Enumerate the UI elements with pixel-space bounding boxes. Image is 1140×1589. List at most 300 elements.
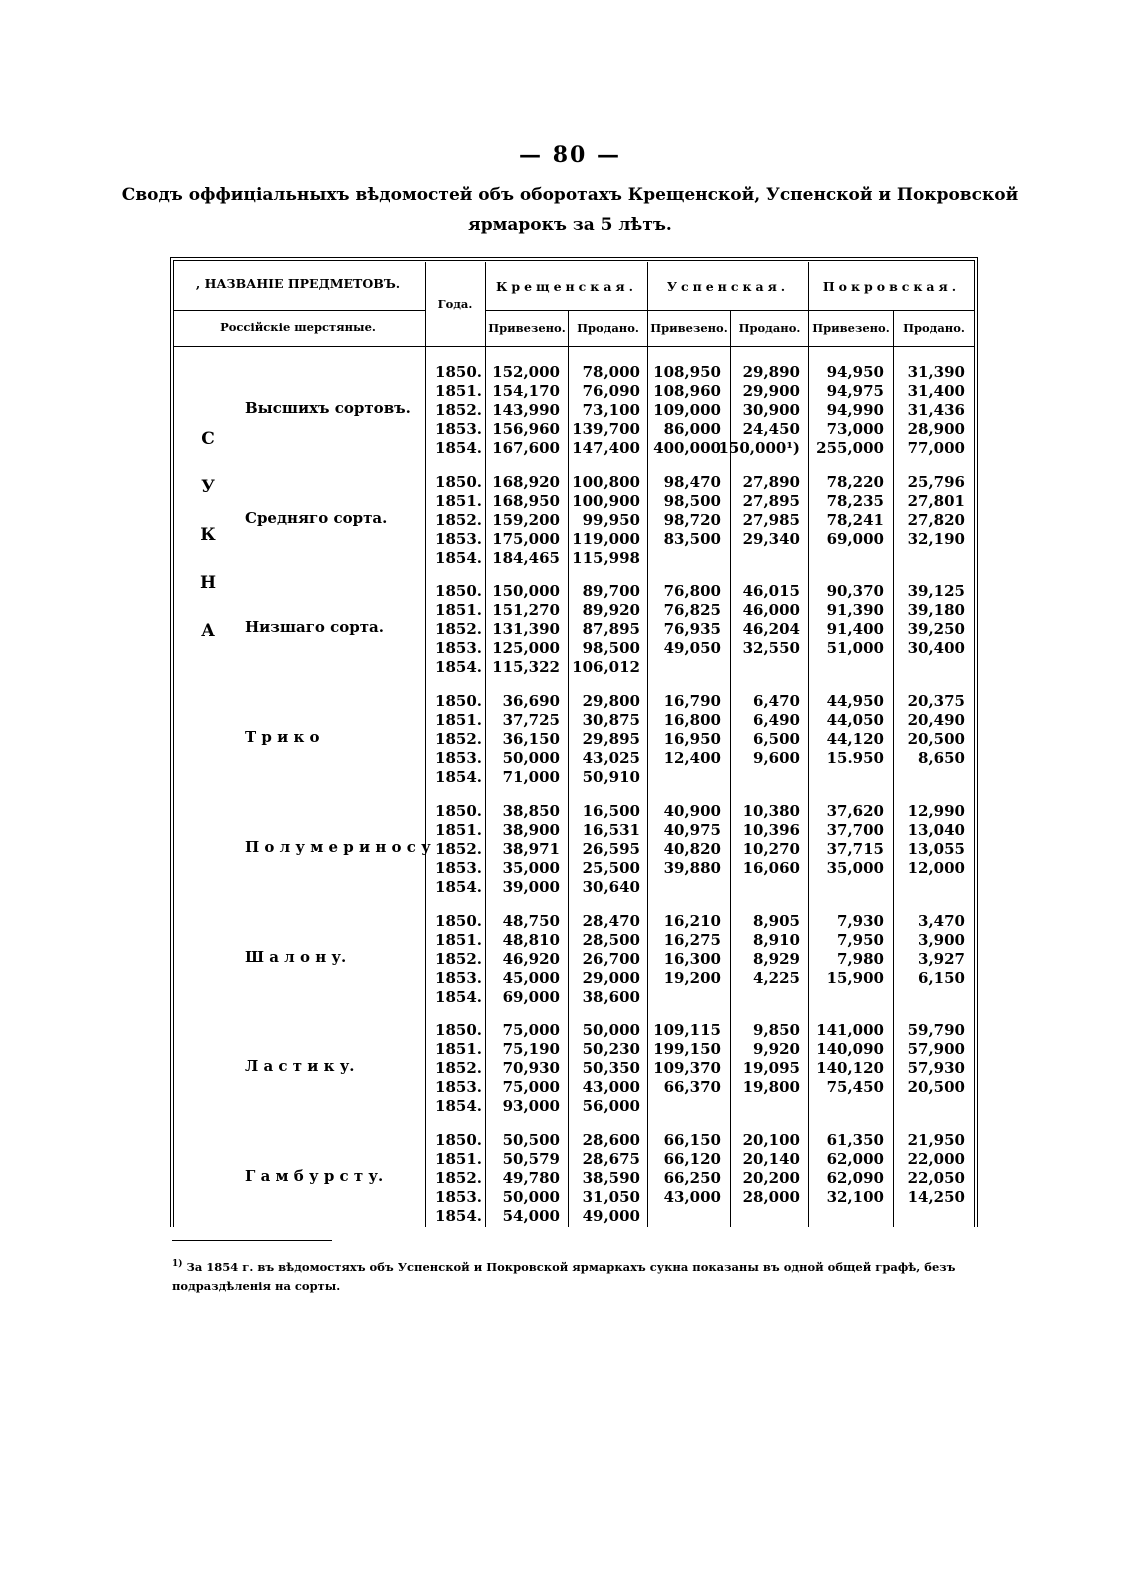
table-column-p_br (794, 1021, 884, 1097)
table-cell: 30,640 (582, 877, 640, 896)
header-brought: Привезено. (650, 321, 728, 335)
table-cell: 76,090 (582, 382, 640, 400)
table-column-years (392, 912, 482, 1007)
table-cell: 38,900 (502, 820, 560, 839)
table-cell: 75,000 (502, 1021, 560, 1040)
table-cell: 40,900 (663, 801, 721, 820)
group-label-letter: А (201, 621, 215, 641)
category-name: Т р и к о (245, 728, 320, 747)
table-column-p_sold (875, 473, 965, 549)
table-cell: 43,000 (663, 1187, 721, 1206)
table-cell: 1851. (435, 1149, 482, 1168)
table-cell: 1850. (435, 1130, 482, 1149)
table-column-k_br (470, 912, 560, 1007)
table-column-u_br (631, 1131, 721, 1207)
table-cell: 50,000 (502, 1187, 560, 1206)
table-cell: 49,780 (502, 1168, 560, 1187)
table-cell: 7,950 (837, 930, 884, 949)
table-cell: 37,700 (826, 820, 884, 839)
table-cell: 66,250 (663, 1168, 721, 1187)
table-cell: 69,000 (826, 529, 884, 548)
table-cell: 77,000 (907, 439, 965, 457)
header-fair-uspenskaya: Успенская. (666, 279, 790, 294)
table-cell: 32,190 (907, 529, 965, 548)
table-column-u_br (631, 363, 721, 458)
table-cell: 1851. (435, 491, 482, 510)
table-cell: 39,250 (907, 620, 965, 639)
table-cell: 94,975 (826, 382, 884, 400)
table-cell: 1851. (435, 1040, 482, 1059)
table-cell: 75,190 (502, 1040, 560, 1059)
header-sold: Продано. (738, 321, 801, 335)
table-cell: 1853. (435, 749, 482, 768)
header-sold: Продано. (577, 321, 639, 335)
table-cell: 46,920 (502, 949, 560, 968)
table-cell: 39,000 (502, 877, 560, 896)
table-column-years (392, 582, 482, 677)
table-cell: 16,950 (663, 730, 721, 749)
table-cell: 150,000 (492, 582, 560, 601)
table-cell: 1852. (435, 730, 482, 749)
table-cell: 30,875 (582, 711, 640, 730)
table-cell: 167,600 (492, 439, 560, 457)
table-cell: 48,810 (502, 930, 560, 949)
table-cell: 31,436 (907, 401, 965, 419)
row-divider (485, 310, 974, 311)
table-cell: 28,900 (907, 420, 965, 438)
group-label-letter: У (201, 477, 215, 497)
category-name: Г а м б у р с т у. (245, 1166, 384, 1185)
table-cell: 98,720 (663, 510, 721, 529)
table-cell: 30,400 (907, 639, 965, 658)
table-cell: 50,500 (502, 1130, 560, 1149)
table-cell: 13,055 (907, 839, 965, 858)
table-cell: 1852. (435, 949, 482, 968)
table-cell: 78,220 (826, 472, 884, 491)
table-column-k_br (470, 802, 560, 897)
table-cell: 73,000 (826, 420, 884, 438)
table-cell: 62,000 (826, 1149, 884, 1168)
table-cell: 184,465 (492, 548, 560, 567)
table-cell: 76,800 (663, 582, 721, 601)
table-cell: 1850. (435, 582, 482, 601)
table-cell: 25,796 (907, 472, 965, 491)
table-cell: 1854. (435, 987, 482, 1006)
table-cell: 20,140 (742, 1149, 800, 1168)
table-cell: 1854. (435, 548, 482, 567)
table-cell: 24,450 (742, 420, 800, 438)
table-cell: 13,040 (907, 820, 965, 839)
table-cell: 27,801 (907, 491, 965, 510)
table-cell: 56,000 (582, 1097, 640, 1116)
table-cell: 50,230 (582, 1040, 640, 1059)
table-cell: 66,150 (663, 1130, 721, 1149)
category-name: Ш а л о н у. (245, 947, 347, 966)
table-cell: 7,930 (837, 911, 884, 930)
table-cell: 49,000 (582, 1206, 640, 1225)
table-column-k_sold (550, 692, 640, 787)
table-cell: 9,600 (753, 749, 800, 768)
table-column-k_sold (550, 802, 640, 897)
table-cell: 91,390 (826, 601, 884, 620)
footnote-rule (172, 1240, 332, 1241)
table-cell: 9,850 (753, 1021, 800, 1040)
table-cell: 1850. (435, 363, 482, 381)
table-cell: 71,000 (502, 768, 560, 787)
table-cell: 38,971 (502, 839, 560, 858)
table-cell: 3,470 (918, 911, 965, 930)
table-cell: 36,150 (502, 730, 560, 749)
category-name: Л а с т и к у. (245, 1057, 355, 1076)
table-cell: 108,960 (653, 382, 721, 400)
table-column-years (392, 692, 482, 787)
table-cell: 19,200 (663, 968, 721, 987)
table-column-k_br (470, 1021, 560, 1116)
table-cell: 28,500 (582, 930, 640, 949)
table-cell: 1852. (435, 1168, 482, 1187)
table-cell: 25,500 (582, 858, 640, 877)
table-cell: 1854. (435, 768, 482, 787)
table-cell: 49,050 (663, 639, 721, 658)
table-cell: 1851. (435, 601, 482, 620)
table-cell: 109,115 (653, 1021, 721, 1040)
table-cell: 15,900 (826, 968, 884, 987)
table-cell: 28,600 (582, 1130, 640, 1149)
table-cell: 50,350 (582, 1059, 640, 1078)
table-cell: 62,090 (826, 1168, 884, 1187)
table-cell: 175,000 (492, 529, 560, 548)
row-divider (174, 346, 974, 347)
table-cell: 1853. (435, 639, 482, 658)
table-column-u_sold (710, 692, 800, 768)
table-cell: 20,375 (907, 692, 965, 711)
table-cell: 1854. (435, 1097, 482, 1116)
table-cell: 98,500 (663, 491, 721, 510)
table-title-continued: ярмарокъ за 5 лѣтъ. (468, 215, 672, 235)
table-cell: 1851. (435, 930, 482, 949)
table-cell: 10,270 (742, 839, 800, 858)
table-cell: 1851. (435, 382, 482, 400)
footnote-text: За 1854 г. въ вѣдомостяхъ объ Успенской и Покровской ярмаркахъ сукна показаны въ одной общей графѣ, безъ подраздѣленія на сорты. (172, 1259, 956, 1293)
table-cell: 50,000 (502, 749, 560, 768)
table-cell: 28,470 (582, 911, 640, 930)
table-cell: 45,000 (502, 968, 560, 987)
table-cell: 115,322 (492, 658, 560, 677)
table-column-p_br (794, 1131, 884, 1207)
table-column-years (392, 363, 482, 458)
table-column-u_sold (710, 473, 800, 549)
table-title: Сводъ оффиціальныхъ вѣдомостей объ оборотахъ Крещенской, Успенской и Покровской (121, 185, 1019, 205)
table-cell: 15.950 (826, 749, 884, 768)
table-cell: 98,500 (582, 639, 640, 658)
table-cell: 27,890 (742, 472, 800, 491)
table-cell: 1850. (435, 472, 482, 491)
table-cell: 1853. (435, 1078, 482, 1097)
table-cell: 35,000 (502, 858, 560, 877)
table-column-u_sold (710, 912, 800, 988)
table-cell: 37,725 (502, 711, 560, 730)
table-cell: 154,170 (492, 382, 560, 400)
table-cell: 1850. (435, 911, 482, 930)
row-divider (174, 310, 425, 311)
table-cell: 6,470 (753, 692, 800, 711)
table-cell: 43,025 (582, 749, 640, 768)
table-cell: 1851. (435, 820, 482, 839)
table-column-k_br (470, 692, 560, 787)
table-cell: 99,950 (582, 510, 640, 529)
table-cell: 140,090 (816, 1040, 884, 1059)
header-brought: Привезено. (488, 321, 566, 335)
table-cell: 27,895 (742, 491, 800, 510)
table-cell: 16,500 (582, 801, 640, 820)
table-cell: 115,998 (572, 548, 640, 567)
header-sold: Продано. (903, 321, 965, 335)
table-cell: 38,850 (502, 801, 560, 820)
table-cell: 119,000 (572, 529, 640, 548)
group-label-letter: К (200, 525, 216, 545)
table-column-k_sold (550, 582, 640, 677)
table-column-p_sold (875, 692, 965, 768)
header-fair-pokrovskaya: Покровская. (822, 279, 961, 294)
table-column-u_br (631, 473, 721, 549)
table-cell: 16,275 (663, 930, 721, 949)
table-cell: 1854. (435, 1206, 482, 1225)
table-column-years (392, 1131, 482, 1226)
table-cell: 199,150 (653, 1040, 721, 1059)
table-cell: 20,500 (907, 730, 965, 749)
table-cell: 12,000 (907, 858, 965, 877)
table-cell: 78,235 (826, 491, 884, 510)
table-cell: 4,225 (753, 968, 800, 987)
table-cell: 1852. (435, 839, 482, 858)
table-cell: 16,060 (742, 858, 800, 877)
table-cell: 57,930 (907, 1059, 965, 1078)
table-cell: 61,350 (826, 1130, 884, 1149)
table-cell: 1850. (435, 692, 482, 711)
table-column-k_br (470, 582, 560, 677)
table-column-p_sold (875, 1131, 965, 1207)
table-cell: 29,000 (582, 968, 640, 987)
table-cell: 39,125 (907, 582, 965, 601)
table-column-k_sold (550, 363, 640, 458)
table-cell: 87,895 (582, 620, 640, 639)
footnote-mark: 1) (172, 1259, 183, 1269)
table-column-k_br (470, 1131, 560, 1226)
table-cell: 141,000 (816, 1021, 884, 1040)
table-cell: 1853. (435, 968, 482, 987)
table-column-p_br (794, 912, 884, 988)
table-column-k_sold (550, 473, 640, 568)
table-cell: 89,700 (582, 582, 640, 601)
table-cell: 16,790 (663, 692, 721, 711)
table-cell: 94,950 (826, 363, 884, 381)
group-label-sukna (197, 415, 219, 655)
table-cell: 16,800 (663, 711, 721, 730)
table-cell: 8,910 (753, 930, 800, 949)
table-cell: 32,550 (742, 639, 800, 658)
table-cell: 1852. (435, 620, 482, 639)
table-cell: 50,910 (582, 768, 640, 787)
table-cell: 143,990 (492, 401, 560, 419)
table-cell: 38,600 (582, 987, 640, 1006)
category-name: П о л у м е р и н о с у (245, 837, 431, 856)
table-column-k_br (470, 473, 560, 568)
table-column-k_sold (550, 1131, 640, 1226)
table-cell: 54,000 (502, 1206, 560, 1225)
page-number: — 80 — (519, 142, 621, 168)
table-cell: 37,620 (826, 801, 884, 820)
table-cell: 22,000 (907, 1149, 965, 1168)
table-column-p_br (794, 582, 884, 658)
table-cell: 44,950 (826, 692, 884, 711)
table-cell: 29,895 (582, 730, 640, 749)
table-cell: 1853. (435, 1187, 482, 1206)
table-cell: 39,880 (663, 858, 721, 877)
header-year: Года. (437, 297, 473, 311)
table-column-u_sold (710, 363, 800, 458)
table-cell: 108,950 (653, 363, 721, 381)
table-cell: 46,000 (742, 601, 800, 620)
table-cell: 27,985 (742, 510, 800, 529)
table-cell: 1850. (435, 1021, 482, 1040)
category-name: Низшаго сорта. (245, 618, 384, 637)
table-cell: 66,370 (663, 1078, 721, 1097)
table-column-k_br (470, 363, 560, 458)
table-column-u_br (631, 692, 721, 768)
table-cell: 29,800 (582, 692, 640, 711)
table-cell: 44,050 (826, 711, 884, 730)
table-cell: 27,820 (907, 510, 965, 529)
category-name: Высшихъ сортовъ. (245, 399, 411, 417)
table-cell: 93,000 (502, 1097, 560, 1116)
table-cell: 109,370 (653, 1059, 721, 1078)
table-cell: 20,200 (742, 1168, 800, 1187)
table-cell: 51,000 (826, 639, 884, 658)
table-cell: 28,000 (742, 1187, 800, 1206)
table-cell: 1852. (435, 1059, 482, 1078)
table-cell: 50,579 (502, 1149, 560, 1168)
table-cell: 38,590 (582, 1168, 640, 1187)
table-cell: 3,927 (918, 949, 965, 968)
table-cell: 20,500 (907, 1078, 965, 1097)
table-cell: 30,900 (742, 401, 800, 419)
table-cell: 76,825 (663, 601, 721, 620)
group-label-letter: С (201, 429, 215, 449)
table-cell: 150,000¹) (718, 439, 800, 457)
table-cell: 8,929 (753, 949, 800, 968)
table-column-p_br (794, 363, 884, 458)
table-cell: 21,950 (907, 1130, 965, 1149)
table-cell: 1853. (435, 420, 482, 438)
table-cell: 46,015 (742, 582, 800, 601)
table-cell: 3,900 (918, 930, 965, 949)
table-column-k_sold (550, 912, 640, 1007)
table-cell: 78,000 (582, 363, 640, 381)
table-cell: 12,400 (663, 749, 721, 768)
table-column-k_sold (550, 1021, 640, 1116)
header-brought: Привезено. (812, 321, 890, 335)
table-cell: 151,270 (492, 601, 560, 620)
table-cell: 125,000 (492, 639, 560, 658)
table-cell: 26,595 (582, 839, 640, 858)
table-cell: 8,650 (918, 749, 965, 768)
table-cell: 1854. (435, 877, 482, 896)
table-cell: 57,900 (907, 1040, 965, 1059)
footnote (172, 1255, 982, 1296)
table-cell: 255,000 (816, 439, 884, 457)
table-cell: 152,000 (492, 363, 560, 381)
table-cell: 78,241 (826, 510, 884, 529)
group-label-letter: Н (199, 573, 217, 593)
table-cell: 31,050 (582, 1187, 640, 1206)
table-column-u_br (631, 912, 721, 988)
table-column-u_br (631, 802, 721, 878)
table-column-u_sold (710, 582, 800, 658)
table-cell: 39,180 (907, 601, 965, 620)
table-cell: 20,100 (742, 1130, 800, 1149)
table-cell: 31,400 (907, 382, 965, 400)
table-cell: 1853. (435, 529, 482, 548)
table-column-u_br (631, 582, 721, 658)
table-cell: 29,900 (742, 382, 800, 400)
table-cell: 14,250 (907, 1187, 965, 1206)
table-cell: 32,100 (826, 1187, 884, 1206)
header-subitem: Россійскіе шерстяные. (220, 320, 376, 334)
table-cell: 7,980 (837, 949, 884, 968)
table-column-u_sold (710, 802, 800, 878)
table-cell: 91,400 (826, 620, 884, 639)
table-cell: 59,790 (907, 1021, 965, 1040)
table-column-p_br (794, 802, 884, 878)
table-cell: 44,120 (826, 730, 884, 749)
table-cell: 9,920 (753, 1040, 800, 1059)
table-cell: 140,120 (816, 1059, 884, 1078)
table-cell: 16,210 (663, 911, 721, 930)
table-cell: 10,396 (742, 820, 800, 839)
table-cell: 70,930 (502, 1059, 560, 1078)
table-cell: 37,715 (826, 839, 884, 858)
table-cell: 156,960 (492, 420, 560, 438)
table-cell: 159,200 (492, 510, 560, 529)
table-column-years (392, 473, 482, 568)
table-cell: 6,500 (753, 730, 800, 749)
table-column-years (392, 802, 482, 897)
table-cell: 40,975 (663, 820, 721, 839)
table-cell: 29,890 (742, 363, 800, 381)
table-cell: 76,935 (663, 620, 721, 639)
table-column-p_sold (875, 802, 965, 878)
table-cell: 73,100 (582, 401, 640, 419)
table-column-years (392, 1021, 482, 1116)
table-cell: 20,490 (907, 711, 965, 730)
table-cell: 48,750 (502, 911, 560, 930)
table-cell: 36,690 (502, 692, 560, 711)
table-cell: 8,905 (753, 911, 800, 930)
table-cell: 168,920 (492, 472, 560, 491)
table-cell: 26,700 (582, 949, 640, 968)
table-cell: 10,380 (742, 801, 800, 820)
table-cell: 50,000 (582, 1021, 640, 1040)
table-column-p_sold (875, 582, 965, 658)
table-cell: 83,500 (663, 529, 721, 548)
category-name: Средняго сорта. (245, 508, 388, 527)
table-cell: 1850. (435, 801, 482, 820)
table-cell: 89,920 (582, 601, 640, 620)
table-cell: 90,370 (826, 582, 884, 601)
table-column-u_sold (710, 1131, 800, 1207)
table-cell: 1854. (435, 439, 482, 457)
table-cell: 28,675 (582, 1149, 640, 1168)
